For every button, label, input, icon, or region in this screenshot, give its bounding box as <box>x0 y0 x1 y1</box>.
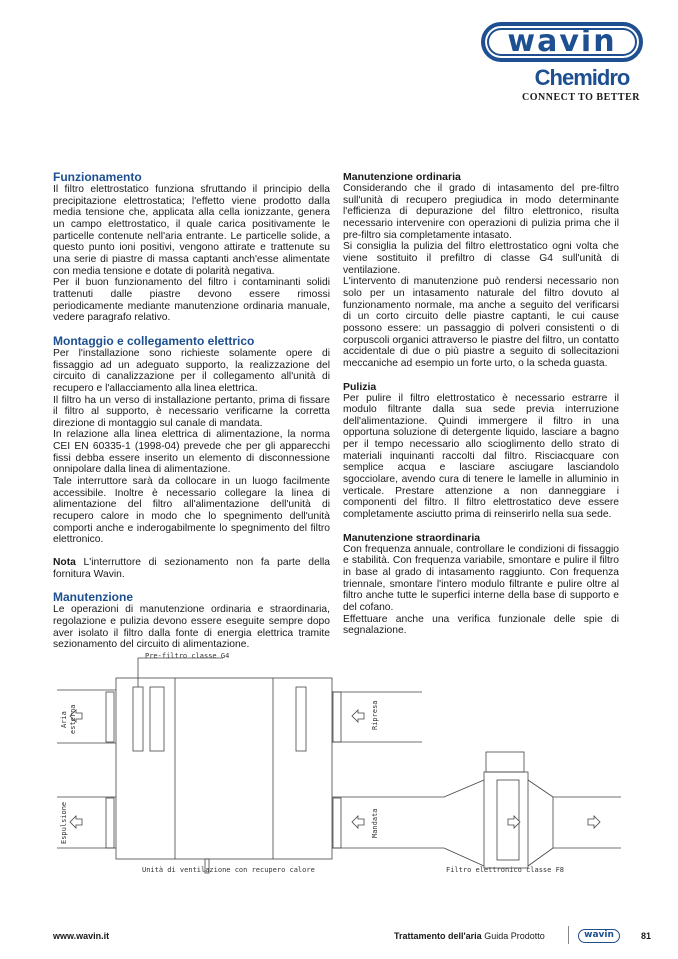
heading-manutenzione-straordinaria: Manutenzione straordinaria <box>343 531 481 544</box>
paragraph: Il filtro elettrostatico funziona sfruttando il principio della precipitazione elettrostatica; l'effetto viene prodotto dalla media tensione che, applicata alla cella ionizzante, genera un campo elettrostatico, il quale carica positivamente le particelle contenute nell'aria entrante. Le particelle solide, a questo punto ioni positivi, vengono attirate e trattenute su una serie di piastre di massa captanti anch'esse alimentate con media tensione e dotate di polarità negativa. <box>53 184 330 277</box>
label-aria: Aria <box>60 711 68 728</box>
footer-section: Trattamento dell'aria <box>394 931 482 941</box>
right-column <box>343 171 619 637</box>
prefilter-slot <box>133 687 143 751</box>
prefilter-leader <box>138 658 223 687</box>
paragraph: Le operazioni di manutenzione ordinaria e straordinaria, regolazione e pulizia devono essere eseguite sempre dopo aver isolato il filtro dalla fonte di energia elettrica tramite sezionamento del circuito di alimentazione. <box>53 604 330 651</box>
duct-flange <box>106 798 114 848</box>
ventilation-unit <box>116 678 332 859</box>
footer-wavin-logo: wavin <box>578 929 620 943</box>
note-label: Nota <box>53 557 76 569</box>
note <box>53 557 330 580</box>
heading-manutenzione-ordinaria: Manutenzione ordinaria <box>343 171 461 183</box>
heading-pulizia: Pulizia <box>343 380 377 393</box>
caption-unit: Unità di ventilazione con recupero calore <box>142 866 315 874</box>
label-espulsione: Espulsione <box>60 801 68 844</box>
footer-divider <box>568 926 569 944</box>
electronic-filter <box>484 772 528 868</box>
duct-flange <box>106 692 114 742</box>
paragraph: L'intervento di manutenzione può rendersi necessario non solo per un intasamento naturale del filtro dovuto al funzionamento normale, ma anche a seguito del verificarsi di un corto circuito delle piastre captanti, le cui cause possono essere: un passaggio di polveri consistenti o di corpuscoli organici attraverso le piastre del filtro, un contatto accidentale di due o più piastre a seguito di sollecitazioni meccaniche ad esempio un forte urto, o la scheda guasta. <box>343 276 619 369</box>
paragraph: Considerando che il grado di intasamento del pre-filtro sull'unità di recupero pregiudica in modo determinante l'efficienza di depurazione del filtro elettronico, risulta necessario intervenire con operazioni di pulizia prima che il pre-filtro sia completamente intasato. <box>343 183 619 241</box>
installation-diagram <box>0 640 678 885</box>
tagline: CONNECT TO BETTER <box>522 92 640 103</box>
duct-lines <box>332 692 444 848</box>
filter-slot <box>150 687 164 751</box>
filter-slot <box>296 687 306 751</box>
paragraph: Per pulire il filtro elettrostatico è necessario estrarre il modulo filtrante dalla sua sede previa interruzione dell'alimentazione. Quindi immergere il filtro in una opportuna soluzione di detergente liquido, lasciare a bagno per il tempo necessario allo scioglimento dello strato di materiali inquinanti raccolti dal filtro. Risciacquare con semplice acqua e lasciare asciugare lasciandolo sgocciolare, avendo cura di tenere le lamelle in alluminio in verticale. Prestare attenzione a non danneggiare i componenti del filtro. Il filtro elettrostatico deve essere completamente asciutto prima di reinserirlo nella sua sede. <box>343 392 619 521</box>
heading-montaggio: Montaggio e collegamento elettrico <box>53 333 255 348</box>
footer-guide: Guida Prodotto <box>484 931 545 941</box>
paragraph: Per il buon funzionamento del filtro i contaminanti solidi trattenuti dalle piastre devono essere rimossi periodicamente mediante manutenzione ordinaria manuale, vedere paragrafo relativo. <box>53 277 330 324</box>
caption-filter: Filtro elettronico classe F8 <box>446 866 565 874</box>
left-column <box>53 171 330 651</box>
prefilter-label: Pre-filtro classe G4 <box>145 652 230 660</box>
paragraph: Tale interruttore sarà da collocare in un luogo facilmente accessibile. Inoltre è necessario collegare la linea di alimentazione del filtro all'alimentazione dell'unità di recupero calore in modo che lo spegnimento dell'unità comporti anche e inderogabilmente lo spegnimento del filtro elettronico. <box>53 476 330 546</box>
label-esterna: esterna <box>69 704 77 734</box>
page-number: 81 <box>641 931 652 941</box>
paragraph: Con frequenza annuale, controllare le condizioni di fissaggio e stabilità. Con frequenza variabile, smontare e pulire il filtro in base al grado di intasamento raggiunto. Con frequenza triennale, smontare l'intero modulo filtrante e pulire oltre al filtro anche tutte le superfici interne della base di supporto e del cofano. <box>343 543 619 613</box>
paragraph: Per l'installazione sono richieste solamente opere di fissaggio ad un adeguato supporto, la realizzazione del circuito di canalizzazione per il collegamento all'unità di recupero e l'allacciamento alla linea elettrica. <box>53 347 330 394</box>
footer-title <box>394 931 545 941</box>
wavin-chemidro-logo <box>478 22 646 104</box>
heading-funzionamento: Funzionamento <box>53 170 142 184</box>
label-ripresa: Ripresa <box>371 700 379 730</box>
chemidro-logo: Chemidro <box>534 65 630 90</box>
paragraph: Si consiglia la pulizia del filtro elettrostatico ogni volta che viene sostituito il prefiltro di classe G4 sull'unità di ventilazione. <box>343 241 619 276</box>
heading-manutenzione: Manutenzione <box>53 590 133 605</box>
paragraph: Effettuare anche una verifica funzionale delle spie di segnalazione. <box>343 613 619 637</box>
airflow-arrows <box>70 710 600 828</box>
paragraph: Il filtro ha un verso di installazione pertanto, prima di fissare il filtro al supporto, è necessario verificarne la corretta direzione di montaggio sul canale di mandata. <box>53 394 330 429</box>
wavin-logo: wavin <box>481 22 643 62</box>
note-text: L'interruttore di sezionamento non fa parte della fornitura Wavin. <box>53 557 330 580</box>
label-mandata: Mandata <box>371 808 379 838</box>
paragraph: In relazione alla linea elettrica di alimentazione, la norma CEI EN 60335-1 (1998-04) prevede che per gli apparecchi fissi debba essere inserito un elemento di disconnessione onnipolare dalla linea di alimentazione. <box>53 429 330 476</box>
footer-website[interactable]: www.wavin.it <box>53 931 110 941</box>
